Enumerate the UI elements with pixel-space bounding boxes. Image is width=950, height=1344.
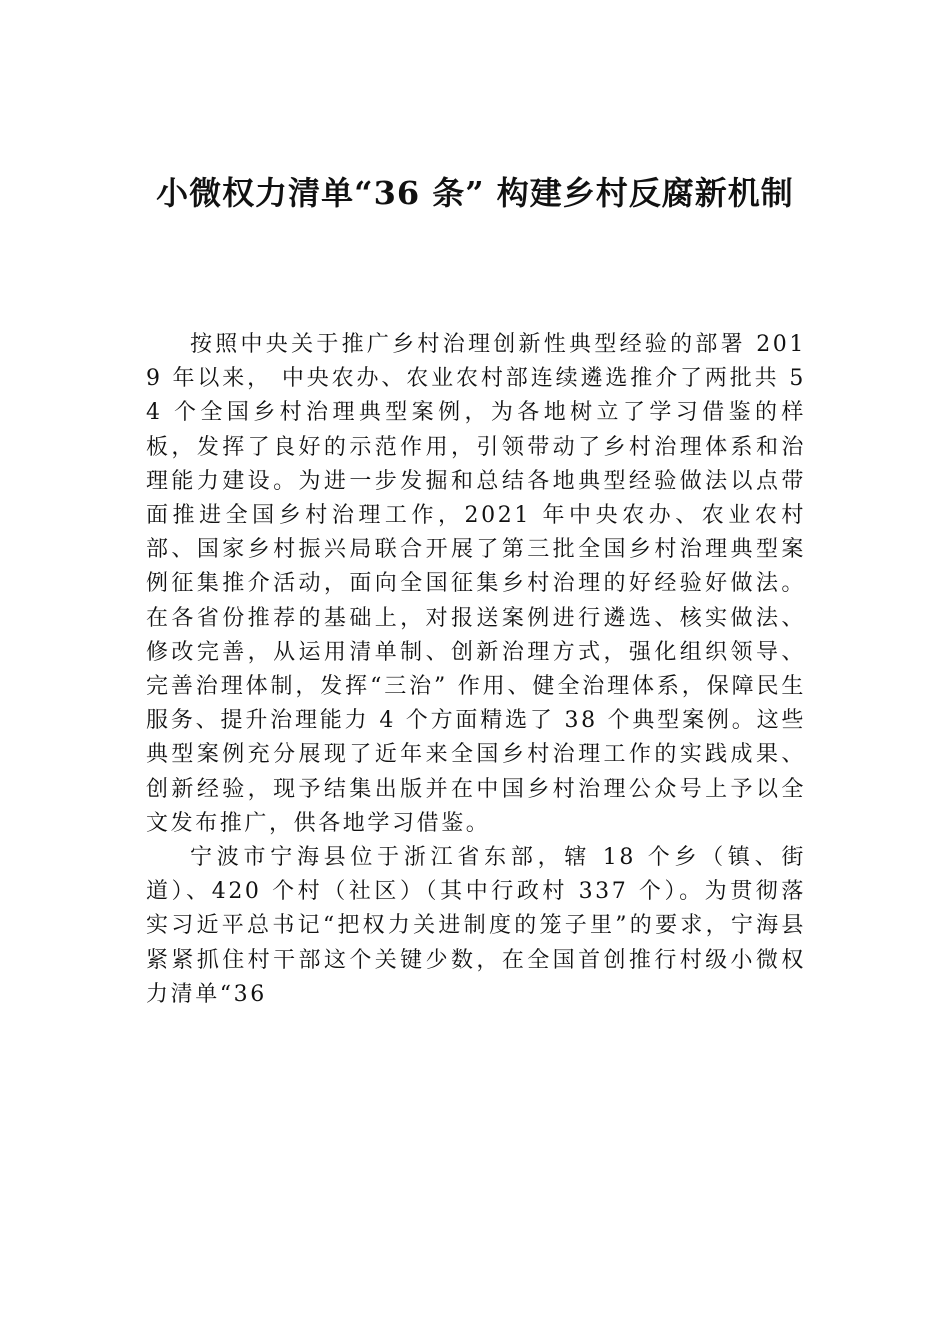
document-title: 小微权力清单“36 条” 构建乡村反腐新机制	[156, 174, 794, 212]
document-body	[146, 328, 806, 1012]
body-paragraph: 宁波市宁海县位于浙江省东部，辖 18 个乡（镇、街道）、420 个村（社区）（其中行政村 337 个）。为贯彻落实习近平总书记“把权力关进制度的笼子里”的要求，宁海县紧紧抓住村干部这个关键少数，在全国首创推行村级小微权力清单“36	[146, 845, 806, 1007]
body-paragraph: 按照中央关于推广乡村治理创新性典型经验的部署 2019 年以来， 中央农办、农业农村部连续遴选推介了两批共 54 个全国乡村治理典型案例，为各地树立了学习借鉴的样板，发挥了良好的示范作用，引领带动了乡村治理体系和治理能力建设。为进一步发掘和总结各地典型经验做法以点带面推进全国乡村治理工作，2021 年中央农办、农业农村部、国家乡村振兴局联合开展了第三批全国乡村治理典型案例征集推介活动，面向全国征集乡村治理的好经验好做法。在各省份推荐的基础上，对报送案例进行遴选、核实做法、修改完善，从运用清单制、创新治理方式，强化组织领导、完善治理体制，发挥“三治” 作用、健全治理体系，保障民生服务、提升治理能力 4 个方面精选了 38 个典型案例。这些典型案例充分展现了近年来全国乡村治理工作的实践成果、创新经验，现予结集出版并在中国乡村治理公众号上予以全文发布推广，供各地学习借鉴。	[146, 332, 806, 836]
